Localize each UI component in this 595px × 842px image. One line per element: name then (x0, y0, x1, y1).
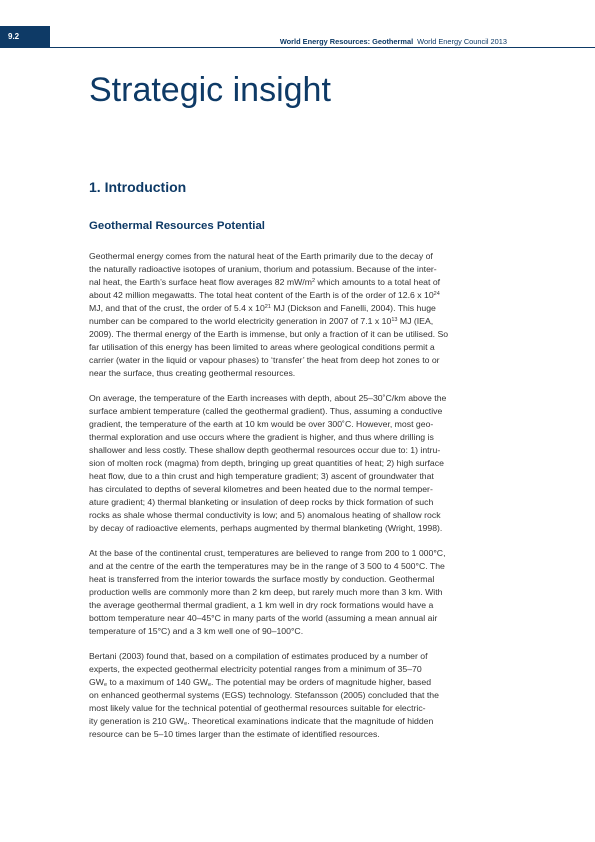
text-line: gradient, the temperature of the earth at 10 km would be over 300˚C. However, most geo- (89, 419, 434, 429)
text-line: on enhanced geothermal systems (EGS) technology. Stefansson (2005) concluded that the (89, 690, 439, 700)
text-line: the average geothermal thermal gradient, a 1 km well in dry rock formations would have a (89, 600, 434, 610)
text-line: far utilisation of this energy has been limited to areas where geological conditions permit a (89, 342, 435, 352)
text-line: resource can be 5–10 times larger than the estimate of identified resources. (89, 729, 380, 739)
text-line: by decay of radioactive elements, perhaps augmented by thermal blanketing (Wright, 1998). (89, 523, 443, 533)
paragraph (89, 392, 509, 535)
text-line: and at the centre of the earth the temperatures may be in the range of 3 500 to 4 500°C. The (89, 561, 445, 571)
text-line: rocks as shale whose thermal conductivity is low; and 5) anomalous heating of shallow rock (89, 510, 441, 520)
text-line: about 42 million megawatts. The total heat content of the Earth is of the order of 12.6 x $10^{24}$ (89, 290, 440, 300)
text-line: nal heat, the Earth’s surface heat flow averages 82 $mW/m^2$ which amounts to a total heat of (89, 277, 441, 287)
text-line: carrier (water in the liquid or vapour phases) to ‘transfer’ the heat from deep hot zones to or (89, 355, 440, 365)
body-text (89, 250, 509, 753)
section-heading: 1. Introduction (89, 179, 187, 195)
text-line: bottom temperature near 40–45°C in many parts of the world (assuming a mean annual air (89, 613, 438, 623)
text-line: surface ambient temperature (called the geothermal gradient). Thus, assuming a conductive (89, 406, 443, 416)
paragraph (89, 250, 509, 380)
text-line: heat is transferred from the interior towards the surface mostly by conduction. Geothermal (89, 574, 435, 584)
text-line: Geothermal energy comes from the natural heat of the Earth primarily due to the decay of (89, 251, 433, 261)
text-line: 2009). The thermal energy of the Earth is immense, but only a fraction of it can be utilised. So (89, 329, 449, 339)
paragraph (89, 650, 509, 741)
text-line: Bertani (2003) found that, based on a compilation of estimates produced by a number of (89, 651, 428, 661)
text-line: shallower and less costly. These shallow depth geothermal resources occur due to: 1) intru- (89, 445, 441, 455)
page-title: Strategic insight (89, 71, 331, 109)
text-line: the naturally radioactive isotopes of uranium, thorium and potassium. Because of the inter- (89, 264, 437, 274)
publisher: World Energy Council 2013 (417, 37, 507, 46)
page-number-tab (0, 26, 50, 48)
text-line: ature gradient; 4) thermal blanketing or insulation of deep rocks by thick formation of such (89, 497, 434, 507)
text-line: On average, the temperature of the Earth increases with depth, about 25–30˚C/km above the (89, 393, 447, 403)
text-line: production wells are commonly more than 2 km deep, but rarely much more than 3 km. With (89, 587, 443, 597)
page-number: 9.2 (8, 32, 20, 41)
text-line: temperature of 15°C) and a 3 km well one of 90–100°C. (89, 626, 304, 636)
subsection-heading: Geothermal Resources Potential (89, 220, 265, 232)
text-line: heat flow, due to a thin crust and high temperature gradient; 3) ascent of groundwater that (89, 471, 434, 481)
text-line: sion of molten rock (magma) from depth, bringing up great quantities of heat; 2) high surface (89, 458, 444, 468)
text-line: experts, the expected geothermal electricity potential ranges from a minimum of 35–70 (89, 664, 422, 674)
text-line: At the base of the continental crust, temperatures are believed to range from 200 to 1 000°C, (89, 548, 446, 558)
text-line: near the surface, thus creating geothermal resources. (89, 368, 296, 378)
running-header (280, 37, 507, 46)
text-line: number can be compared to the world electricity generation in 2007 of 7.1 x $10^{13}$ MJ (IEA, (89, 316, 434, 326)
text-line: has circulated to depths of several kilometres and been heated due to the normal temper- (89, 484, 433, 494)
text-line: most likely value for the technical potential of geothermal resources suitable for electric- (89, 703, 426, 713)
header-rule (50, 47, 595, 48)
text-line: ity generation is 210 $GW_e$. Theoretical examinations indicate that the magnitude of hidden (89, 716, 434, 727)
paragraph (89, 547, 509, 638)
text-line: $GW_e$ to a maximum of 140 $GW_e$. The potential may be orders of magnitude higher, based (89, 677, 432, 688)
text-line: MJ, and that of the crust, the order of 5.4 x $10^{21}$ MJ (Dickson and Fanelli, 2004). This huge (89, 303, 436, 313)
text-line: thermal exploration and use occurs where the gradient is higher, and thus where drilling is (89, 432, 434, 442)
report-title: World Energy Resources: Geothermal (279, 37, 414, 46)
